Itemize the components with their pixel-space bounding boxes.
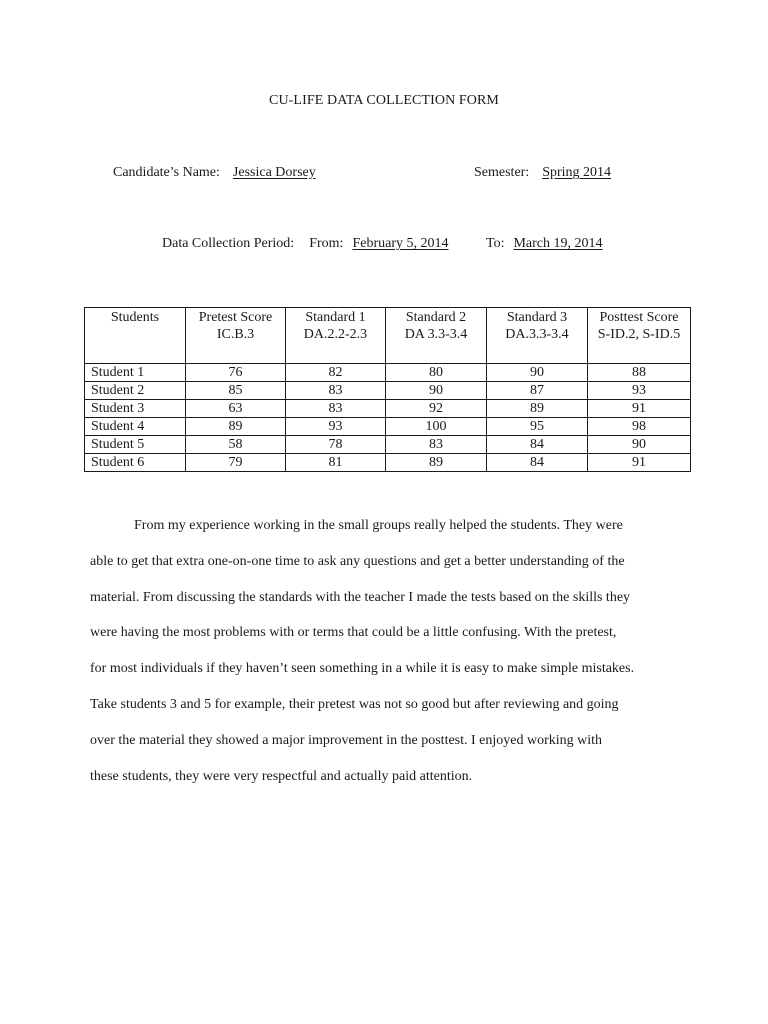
header-subline: S-ID.2, S-ID.5 xyxy=(597,327,681,342)
student-name-cell: Student 1 xyxy=(85,364,186,382)
table-row xyxy=(85,454,691,472)
score-cell: 89 xyxy=(487,400,588,418)
narrative-paragraph xyxy=(90,508,690,794)
narrative-line: were having the most problems with or terms that could be a little confusing. With the pretest, xyxy=(90,625,617,641)
header-line: Pretest Score xyxy=(198,310,273,325)
score-cell: 100 xyxy=(386,418,487,436)
header-subline: IC.B.3 xyxy=(216,327,255,342)
header-posttest xyxy=(588,308,691,364)
candidate-name-value: Jessica Dorsey xyxy=(232,165,316,180)
score-cell: 89 xyxy=(186,418,286,436)
score-cell: 90 xyxy=(588,436,691,454)
header-subline: DA 3.3-3.4 xyxy=(404,327,468,342)
student-name-cell: Student 5 xyxy=(85,436,186,454)
score-cell: 83 xyxy=(286,400,386,418)
table-row xyxy=(85,418,691,436)
score-cell: 85 xyxy=(186,382,286,400)
period-label: Data Collection Period: xyxy=(162,236,295,251)
score-cell: 90 xyxy=(386,382,487,400)
semester-value: Spring 2014 xyxy=(542,165,612,180)
table-header-row xyxy=(85,308,691,364)
narrative-line: Take students 3 and 5 for example, their pretest was not so good but after reviewing and going xyxy=(90,696,619,712)
score-cell: 63 xyxy=(186,400,286,418)
score-cell: 95 xyxy=(487,418,588,436)
scores-table xyxy=(84,307,691,472)
collection-period-row xyxy=(162,236,448,252)
score-cell: 93 xyxy=(588,382,691,400)
student-name-cell: Student 3 xyxy=(85,400,186,418)
header-standard-1 xyxy=(286,308,386,364)
header-standard-2 xyxy=(386,308,487,364)
narrative-line: these students, they were very respectful and actually paid attention. xyxy=(90,768,473,784)
header-pretest xyxy=(186,308,286,364)
score-cell: 90 xyxy=(487,364,588,382)
semester-label: Semester: xyxy=(474,165,530,180)
score-cell: 79 xyxy=(186,454,286,472)
score-cell: 83 xyxy=(286,382,386,400)
from-label: From: xyxy=(309,236,344,251)
header-line: Standard 2 xyxy=(405,310,467,325)
narrative-line: able to get that extra one-on-one time to ask any questions and get a better understanding of the xyxy=(90,553,625,569)
candidate-label: Candidate’s Name: xyxy=(113,165,220,180)
narrative-line: From my experience working in the small groups really helped the students. They were xyxy=(134,518,623,533)
student-name-cell: Student 4 xyxy=(85,418,186,436)
from-date: February 5, 2014 xyxy=(352,236,449,251)
header-line: Standard 3 xyxy=(506,310,568,325)
table-row xyxy=(85,436,691,454)
table-row xyxy=(85,400,691,418)
header-subline: DA.2.2-2.3 xyxy=(303,327,368,342)
narrative-line: material. From discussing the standards with the teacher I made the tests based on the skills they xyxy=(90,589,631,605)
score-cell: 91 xyxy=(588,454,691,472)
score-cell: 92 xyxy=(386,400,487,418)
candidate-name-row xyxy=(113,165,316,181)
narrative-line: over the material they showed a major improvement in the posttest. I enjoyed working with xyxy=(90,732,603,748)
score-cell: 98 xyxy=(588,418,691,436)
header-subline: DA.3.3-3.4 xyxy=(505,327,569,342)
narrative-line: for most individuals if they haven’t seen something in a while it is easy to make simple mistakes. xyxy=(90,661,635,677)
score-cell: 58 xyxy=(186,436,286,454)
header-line: Standard 1 xyxy=(305,310,366,325)
to-row xyxy=(486,236,603,252)
header-students xyxy=(85,308,186,364)
score-cell: 87 xyxy=(487,382,588,400)
to-label: To: xyxy=(486,236,505,251)
score-cell: 81 xyxy=(286,454,386,472)
form-title: CU-LIFE DATA COLLECTION FORM xyxy=(269,93,499,108)
score-cell: 88 xyxy=(588,364,691,382)
table-row xyxy=(85,382,691,400)
semester-row xyxy=(474,165,611,181)
header-line: Students xyxy=(110,310,160,325)
score-cell: 84 xyxy=(487,454,588,472)
score-cell: 91 xyxy=(588,400,691,418)
score-cell: 82 xyxy=(286,364,386,382)
student-name-cell: Student 2 xyxy=(85,382,186,400)
to-date: March 19, 2014 xyxy=(513,236,603,251)
score-cell: 93 xyxy=(286,418,386,436)
header-standard-3 xyxy=(487,308,588,364)
score-cell: 89 xyxy=(386,454,487,472)
table-row xyxy=(85,364,691,382)
score-cell: 80 xyxy=(386,364,487,382)
score-cell: 78 xyxy=(286,436,386,454)
student-name-cell: Student 6 xyxy=(85,454,186,472)
score-cell: 76 xyxy=(186,364,286,382)
header-line: Posttest Score xyxy=(599,310,679,325)
score-cell: 84 xyxy=(487,436,588,454)
score-cell: 83 xyxy=(386,436,487,454)
